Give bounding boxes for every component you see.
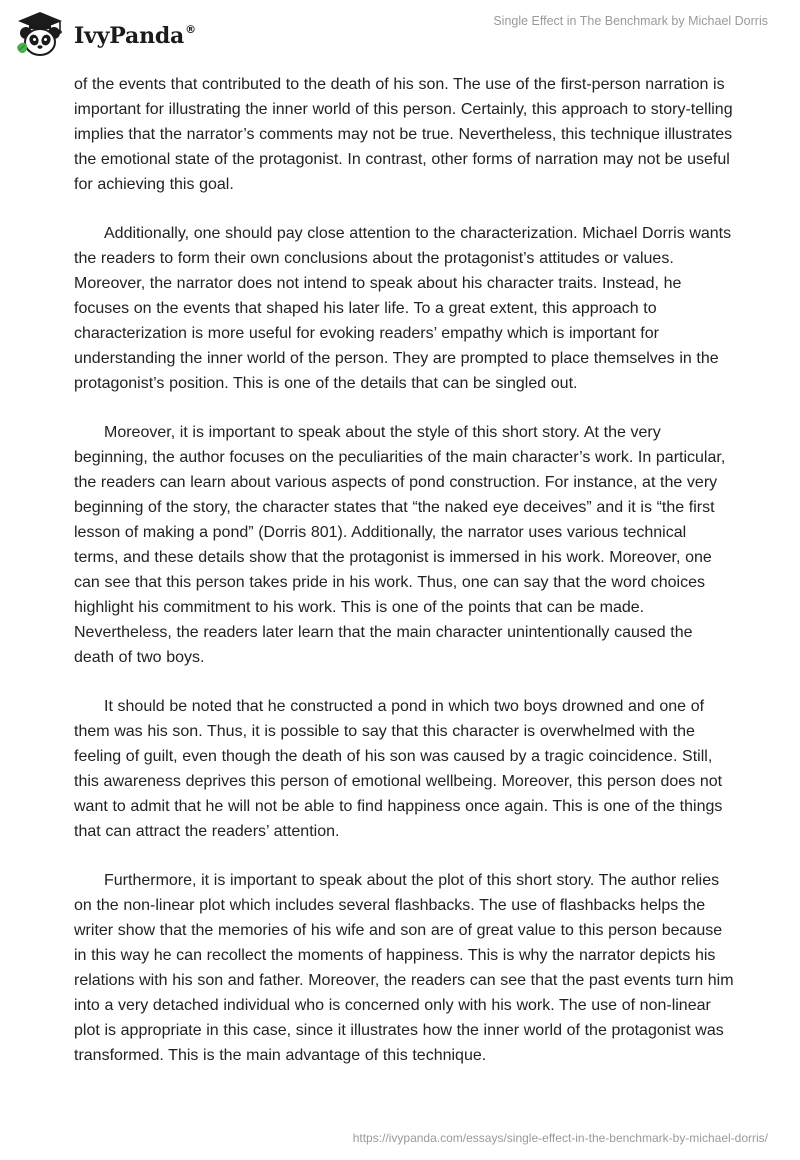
paragraph-4: It should be noted that he constructed a pond in which two boys drowned and one of them was his son. Thus, it is possible to say that this character is overwhelmed with the feeling of guilt, even though the death of his son was caused by a tragic coincidence. Still, this awareness deprives this person of emotional wellbeing. Moreover, this person does not want to admit that he will not be able to find happiness once again. This is one of the things that can attract the readers’ attention. [74,698,723,840]
brand-name [74,23,196,49]
source-url[interactable]: https://ivypanda.com/essays/single-effect-in-the-benchmark-by-michael-dorris/ [352,1131,768,1145]
essay-body [74,72,734,1092]
registered-mark: ® [185,22,196,36]
paragraph-5: Furthermore, it is important to speak about the plot of this short story. The author relies on the non-linear plot which includes several flashbacks. The use of flashbacks helps the writer show that the memories of his wife and son are of great value to this person because in this way he can recollect the moments of happiness. This is why the narrator depicts his relations with his son and father. Moreover, the readers can see that the past events turn him into a very detached individual who is concerned only with his work. The use of non-linear plot is appropriate in this case, since it illustrates how the inner world of the protagonist was transformed. This is the main advantage of this technique. [74,872,734,1064]
brand-name-text: IvyPanda [74,23,185,49]
paragraph-2: Additionally, one should pay close attention to the characterization. Michael Dorris wants the readers to form their own conclusions about the protagonist’s attitudes or values. Moreover, the narrator does not intend to speak about his character traits. Instead, he focuses on the events that shaped his later life. To a great extent, this approach to characterization is more useful for evoking readers’ empathy which is important for understanding the inner world of the person. They are prompted to place themselves in the protagonist’s position. This is one of the details that can be singled out. [74,225,732,392]
brand-logo[interactable] [14,9,196,61]
page-header [0,0,800,70]
panda-graduation-cap-icon [14,9,66,61]
paragraph-1: of the events that contributed to the death of his son. The use of the first-person narration is important for illustrating the inner world of this person. Certainly, this approach to story-telling implies that the narrator’s comments may not be true. Nevertheless, this technique illustrates the emotional state of the protagonist. In contrast, other forms of narration may not be useful for achieving this goal. [74,76,733,193]
document-title: Single Effect in The Benchmark by Michael Dorris [493,14,768,28]
paragraph-3: Moreover, it is important to speak about the style of this short story. At the very beginning, the author focuses on the peculiarities of the main character’s work. In particular, the readers can learn about various aspects of pond construction. For instance, at the very beginning of the story, the character states that “the naked eye deceives” and it is “the first lesson of making a pond” (Dorris 801). Additionally, the narrator uses various technical terms, and these details show that the protagonist is immersed in his work. Moreover, one can see that this person takes pride in his work. Thus, one can say that the word choices highlight his commitment to his work. This is one of the points that can be made. Nevertheless, the readers later learn that the main character unintentionally caused the death of two boys. [74,424,726,666]
